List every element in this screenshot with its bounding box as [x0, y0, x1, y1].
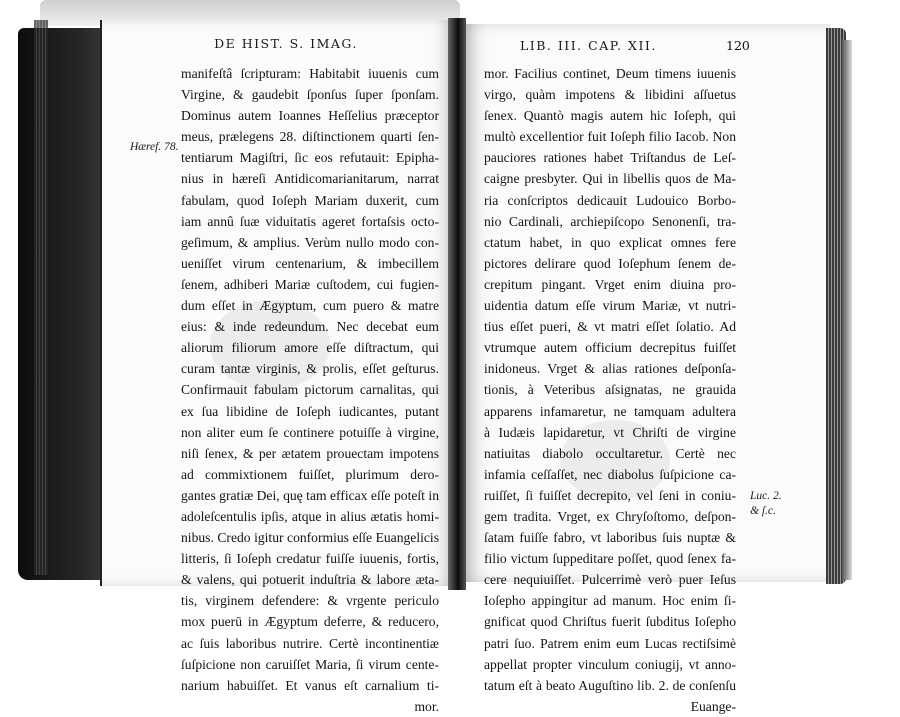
text-line: ſenem, adhiberi Mariæ cuſtodem, cui fugien-	[181, 276, 439, 292]
text-line: infamia ceſſaſſet, nec diabolus ſuſpicione ca-	[484, 466, 736, 482]
text-line: crepitum pingant. Vrget enim diuina pro-	[484, 276, 736, 292]
text-line: vtrumque autem officium decrepitus fuiſſet	[484, 340, 736, 356]
text-line: nius in hæreſi Antidicomarianitarum, narrat	[181, 171, 439, 187]
text-line: appellat propter vinculum coniugij, vt anno-	[484, 656, 736, 672]
text-line: pictores delirare quod Ioſephum ſenem de-	[484, 255, 736, 271]
text-line: tius eſſet pueri, & vt matri eſſet ſolatio. Ad	[484, 319, 736, 335]
text-line: ctatum habet, in quo explicat omnes fere	[484, 234, 736, 250]
text-line: pauciores rationes habet Triſtandus de Leſ-	[484, 150, 736, 166]
text-line: ſatam fuiſſe fabro, vt laboribus ſuis nuptæ &	[484, 530, 736, 546]
text-line: meus, prælegens 28. diſtinctionem quarti ſen-	[181, 129, 439, 145]
text-line: Dominus autem Ioannes Heſſelius præceptor	[181, 108, 439, 124]
text-line: ria conſcriptos dedicauit Ludouico Borbo-	[484, 192, 736, 208]
text-line: iam annû ſuæ viduitatis ageret fortaſsis octo-	[181, 213, 439, 229]
text-line: & valens, qui potuerit induſtria & labore æta-	[181, 572, 439, 588]
text-line: gem tradita. Vrget, ex Chryſoſtomo, deſpon-	[484, 508, 736, 524]
text-line: ſenex. Quantò magis autem hic Ioſeph, qui	[484, 108, 736, 124]
left-page-text	[181, 63, 439, 717]
text-line: nio Cardinali, archiepiſcopo Senonenſi, tra-	[484, 213, 736, 229]
right-running-header: LIB. III. CAP. XII.	[520, 38, 657, 53]
text-line: Ioſepho appingitur ad manum. Hoc enim ſi-	[484, 593, 736, 609]
text-line: multò excellentior fuit Ioſeph filio Iacob. Non	[484, 129, 736, 145]
page-number: 120	[726, 38, 750, 53]
text-line: tentiarum Magiſtri, ſic eos refutauit: Epipha-	[181, 150, 439, 166]
right-marginal-note	[750, 489, 782, 519]
left-running-header: DE HIST. S. IMAG.	[214, 36, 358, 51]
text-line: caigne presbyter. Qui in libellis quos de Ma-	[484, 171, 736, 187]
right-marginal-note-line: Luc. 2.	[750, 490, 782, 502]
text-line: patri ſuo. Patrem enim eum Lucas rectiſsimè	[484, 635, 736, 651]
text-line: mor. Facilius continet, Deum timens iuuenis	[484, 66, 736, 81]
text-line: ueniſſet virum centenarium, & imbecillem	[181, 255, 439, 271]
text-line: apparens infamaretur, ne tamquam adultera	[484, 403, 736, 419]
text-line: mox puerū in Ægyptum deferre, & reducero,	[181, 614, 439, 630]
text-line: aliorum filiorum amore eſſe diſtractum, qui	[181, 340, 439, 356]
text-line: à Iudæis lapidaretur, vt Chriſti de virgine	[484, 424, 736, 440]
right-page-text	[484, 63, 736, 717]
text-line: eius: & inde redeundum. Nec decebat eum	[181, 319, 439, 335]
text-line: virgo, quàm impotens & libidini aſſuetus	[484, 87, 736, 103]
text-line: tatum eſt à beato Auguſtino lib. 2. de conſenſu	[484, 677, 736, 693]
text-line: ruiſſet, ſi fuiſſet decrepito, vel ſeni in coniu-	[484, 487, 736, 503]
text-line: ad commixtionem fuiſſet, plurimum dero-	[181, 466, 439, 482]
text-line: ſuſpicione non caruiſſet Maria, ſi virum cente-	[181, 656, 439, 672]
text-line: Virgine, & gaudebit ſponſus ſuper ſponſam.	[181, 87, 439, 103]
text-line: geſimum, & amplius. Verùm nullo modo con-	[181, 234, 439, 250]
text-line: litteris, ſi Ioſeph credatur fuiſſe iuuenis, fortis,	[181, 551, 439, 567]
text-line: gantes gratiæ Dei, quę tam efficax eſſe poteſt in	[181, 487, 439, 503]
text-line: natiuitas diabolo occultaretur. Certè nec	[484, 445, 736, 461]
text-line: ac ſuis laboribus nutrire. Certè incontinentiæ	[181, 635, 439, 651]
text-line: uidentia datum eſſe virum Mariæ, vt nutri-	[484, 298, 736, 314]
book-left-cover-edge	[18, 28, 108, 580]
right-marginal-note-line: & ſ.c.	[750, 505, 776, 517]
text-line: fabulam, quod Ioſeph Mariam duxerit, cum	[181, 192, 439, 208]
text-line: niſi ſenex, & per ætatem prouectam impotens	[181, 445, 439, 461]
text-line: mor.	[414, 698, 439, 714]
text-line: gnificat quod Chriſtus fuerit ſubditus Ioſepho	[484, 614, 736, 630]
book-gutter	[448, 18, 466, 590]
text-line: tionis, à Veteribus aſsignatas, ne grauida	[484, 382, 736, 398]
text-line: manifeſtâ ſcripturam: Habitabit iuuenis cum	[181, 66, 439, 81]
text-line: filio victum ſuppeditare poſſet, quod ſenex fa-	[484, 551, 736, 567]
left-marginal-note: Hæref. 78.	[130, 141, 179, 153]
text-line: curam tantæ virginis, & prolis, eſſet geſturus.	[181, 361, 439, 377]
text-line: Euange-	[690, 698, 736, 714]
text-line: inidoneus. Vrget & alias rationes deſponſa-	[484, 361, 736, 377]
book-right-shadow	[842, 40, 852, 580]
text-line: narium habuiſſet. Et vanus eſt carnalium ti-	[181, 677, 439, 693]
text-line: cere nequiuiſſet. Pulcerrimè verò puer Ieſus	[484, 572, 736, 588]
book-left-page-edges	[34, 20, 48, 575]
text-line: dum eſſet in Ægyptum, cum puero & matre	[181, 298, 439, 314]
text-line: Confirmauit fabulam pictorum carnalitas, qui	[181, 382, 439, 398]
text-line: adoleſcentulis ipſis, atque in alius ætatis homi-	[181, 508, 439, 524]
text-line: tis, virginem defendere: & vrgente periculo	[181, 593, 439, 609]
text-line: ex ſua libidine de Ioſeph iudicantes, putant	[181, 403, 439, 419]
text-line: non aliter eum ſe continere potuiſſe à virgine,	[181, 424, 439, 440]
text-line: nibus. Credo igitur conformius eſſe Euangelicis	[181, 530, 439, 546]
